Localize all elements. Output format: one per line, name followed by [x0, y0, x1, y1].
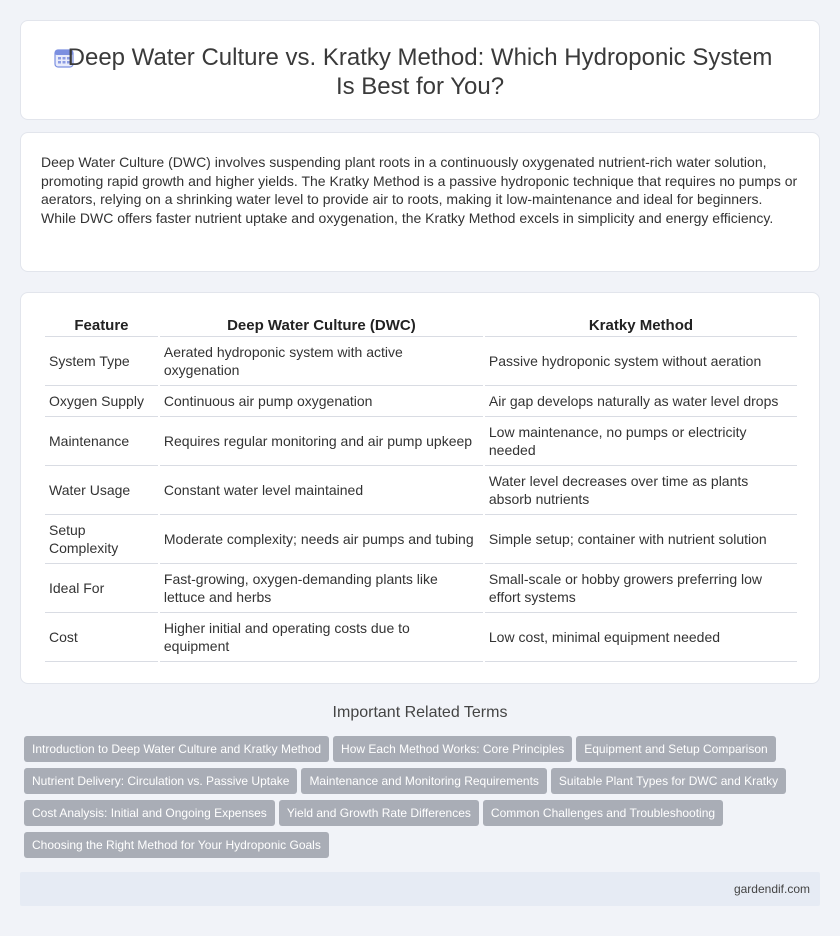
dwc-cell: Fast-growing, oxygen-demanding plants like lettuce and herbs	[160, 564, 483, 613]
header-dwc: Deep Water Culture (DWC)	[160, 315, 483, 337]
dwc-cell: Constant water level maintained	[160, 466, 483, 515]
kratky-cell: Water level decreases over time as plants absorb nutrients	[485, 466, 797, 515]
related-term-tag[interactable]: Yield and Growth Rate Differences	[279, 800, 479, 826]
table-row	[45, 564, 797, 613]
feature-cell: Maintenance	[45, 417, 158, 466]
table-row	[45, 466, 797, 515]
comparison-table	[43, 315, 799, 662]
kratky-cell: Air gap develops naturally as water level drops	[485, 386, 797, 417]
related-term-tag[interactable]: How Each Method Works: Core Principles	[333, 736, 572, 762]
related-term-tag[interactable]: Cost Analysis: Initial and Ongoing Expenses	[24, 800, 275, 826]
dwc-cell: Moderate complexity; needs air pumps and tubing	[160, 515, 483, 564]
related-terms-list	[20, 736, 820, 864]
kratky-cell: Passive hydroponic system without aeration	[485, 337, 797, 386]
intro-paragraph: Deep Water Culture (DWC) involves suspending plant roots in a continuously oxygenated nutrient-rich water solution, promoting rapid growth and higher yields. The Kratky Method is a passive hydroponic technique that requires no pumps or aerators, relying on a shrinking water level to provide air to roots, making it low-maintenance and ideal for beginners. While DWC offers faster nutrient uptake and oxygenation, the Kratky Method excels in simplicity and energy efficiency.	[41, 154, 798, 226]
intro-card	[20, 132, 820, 272]
feature-cell: Oxygen Supply	[45, 386, 158, 417]
related-term-tag[interactable]: Choosing the Right Method for Your Hydroponic Goals	[24, 832, 329, 858]
table-row	[45, 417, 797, 466]
dwc-cell: Higher initial and operating costs due to equipment	[160, 613, 483, 662]
table-row	[45, 613, 797, 662]
table-row	[45, 386, 797, 417]
related-terms-title: Important Related Terms	[332, 704, 508, 721]
dwc-cell: Aerated hydroponic system with active oxygenation	[160, 337, 483, 386]
dwc-cell: Continuous air pump oxygenation	[160, 386, 483, 417]
related-term-tag[interactable]: Equipment and Setup Comparison	[576, 736, 775, 762]
kratky-cell: Low cost, minimal equipment needed	[485, 613, 797, 662]
footer	[20, 872, 820, 906]
header-feature: Feature	[45, 315, 158, 337]
dwc-cell: Requires regular monitoring and air pump upkeep	[160, 417, 483, 466]
kratky-cell: Small-scale or hobby growers preferring low effort systems	[485, 564, 797, 613]
table-header-row	[45, 315, 797, 337]
kratky-cell: Simple setup; container with nutrient solution	[485, 515, 797, 564]
feature-cell: System Type	[45, 337, 158, 386]
header-card	[20, 20, 820, 120]
feature-cell: Water Usage	[45, 466, 158, 515]
related-term-tag[interactable]: Introduction to Deep Water Culture and Kratky Method	[24, 736, 329, 762]
comparison-table-card	[20, 292, 820, 684]
feature-cell: Cost	[45, 613, 158, 662]
feature-cell: Setup Complexity	[45, 515, 158, 564]
related-term-tag[interactable]: Common Challenges and Troubleshooting	[483, 800, 723, 826]
page-title: Deep Water Culture vs. Kratky Method: Which Hydroponic System Is Best for You?	[67, 44, 773, 100]
related-term-tag[interactable]: Suitable Plant Types for DWC and Kratky	[551, 768, 786, 794]
footer-site-link[interactable]: gardendif.com	[733, 882, 810, 896]
related-term-tag[interactable]: Maintenance and Monitoring Requirements	[301, 768, 546, 794]
feature-cell: Ideal For	[45, 564, 158, 613]
table-row	[45, 337, 797, 386]
header-kratky: Kratky Method	[485, 315, 797, 337]
related-term-tag[interactable]: Nutrient Delivery: Circulation vs. Passive Uptake	[24, 768, 297, 794]
table-row	[45, 515, 797, 564]
kratky-cell: Low maintenance, no pumps or electricity needed	[485, 417, 797, 466]
